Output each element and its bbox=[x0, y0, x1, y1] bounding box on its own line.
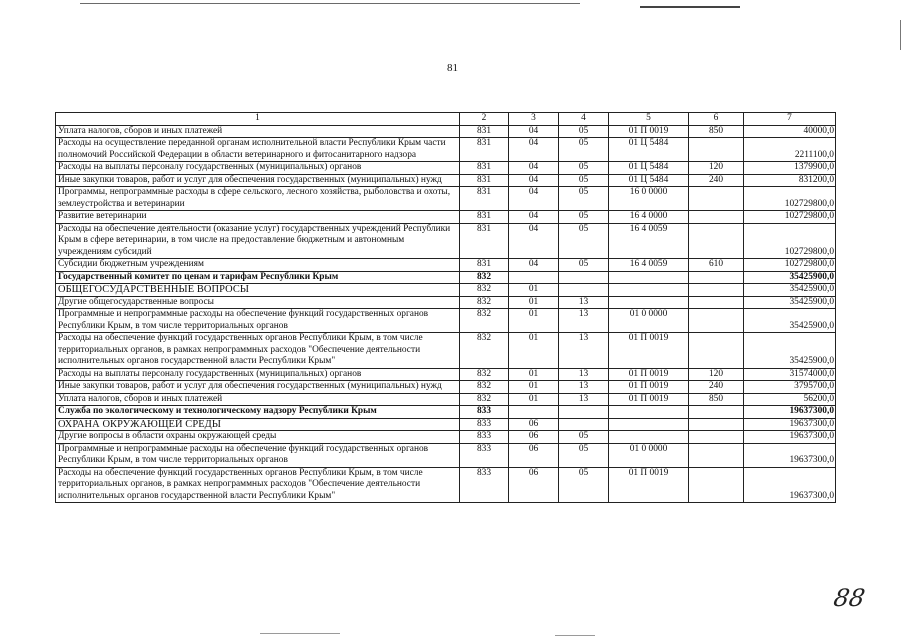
row-amount-cell: 35425900,0 bbox=[744, 296, 836, 309]
row-type-cell bbox=[689, 223, 744, 259]
row-target-cell: 16 0 0000 bbox=[609, 187, 689, 211]
row-amount-cell: 102729800,0 bbox=[744, 223, 836, 259]
row-type-cell bbox=[689, 443, 744, 467]
row-subsection-cell: 05 bbox=[559, 174, 609, 187]
row-subsection-cell: 13 bbox=[559, 393, 609, 406]
row-code-cell: 831 bbox=[460, 187, 509, 211]
row-subsection-cell bbox=[559, 418, 609, 431]
header-cell: 1 bbox=[56, 113, 460, 126]
row-amount-cell: 102729800,0 bbox=[744, 187, 836, 211]
row-target-cell: 01 П 0019 bbox=[609, 393, 689, 406]
row-amount-cell: 3795700,0 bbox=[744, 381, 836, 394]
row-subsection-cell: 05 bbox=[559, 187, 609, 211]
row-type-cell bbox=[689, 333, 744, 369]
row-name-cell: Служба по экологическому и технологическому надзору Республики Крым bbox=[56, 406, 460, 419]
row-type-cell: 120 bbox=[689, 368, 744, 381]
row-code-cell: 832 bbox=[460, 284, 509, 297]
row-code-cell: 831 bbox=[460, 162, 509, 175]
row-amount-cell: 2211100,0 bbox=[744, 138, 836, 162]
row-section-cell bbox=[509, 271, 559, 284]
row-type-cell: 850 bbox=[689, 393, 744, 406]
row-type-cell bbox=[689, 211, 744, 224]
row-target-cell bbox=[609, 431, 689, 444]
row-code-cell: 832 bbox=[460, 381, 509, 394]
page-number: 81 bbox=[447, 62, 458, 74]
row-target-cell: 01 П 0019 bbox=[609, 125, 689, 138]
row-amount-cell: 102729800,0 bbox=[744, 211, 836, 224]
row-type-cell bbox=[689, 309, 744, 333]
header-cell: 5 bbox=[609, 113, 689, 126]
row-target-cell: 01 Ц 5484 bbox=[609, 162, 689, 175]
row-amount-cell: 56200,0 bbox=[744, 393, 836, 406]
table-row bbox=[56, 393, 836, 406]
row-code-cell: 831 bbox=[460, 211, 509, 224]
table-row bbox=[56, 309, 836, 333]
row-code-cell: 833 bbox=[460, 406, 509, 419]
row-code-cell: 831 bbox=[460, 174, 509, 187]
row-name-cell: Иные закупки товаров, работ и услуг для обеспечения государственных (муниципальных) нужд bbox=[56, 174, 460, 187]
row-name-cell: Другие общегосударственные вопросы bbox=[56, 296, 460, 309]
row-subsection-cell: 13 bbox=[559, 309, 609, 333]
row-type-cell: 240 bbox=[689, 381, 744, 394]
row-type-cell: 850 bbox=[689, 125, 744, 138]
row-subsection-cell: 05 bbox=[559, 125, 609, 138]
row-target-cell bbox=[609, 406, 689, 419]
row-name-cell: ОБЩЕГОСУДАРСТВЕННЫЕ ВОПРОСЫ bbox=[56, 284, 460, 297]
row-amount-cell: 19637300,0 bbox=[744, 431, 836, 444]
row-subsection-cell: 05 bbox=[559, 211, 609, 224]
table-row bbox=[56, 296, 836, 309]
row-name-cell: Расходы на обеспечение деятельности (оказание услуг) государственных учреждений Республики Крым в сфере ветеринарии, в том числе на предоставление бюджетным и автономным учреждениям субсидий bbox=[56, 223, 460, 259]
table-row bbox=[56, 406, 836, 419]
row-amount-cell: 40000,0 bbox=[744, 125, 836, 138]
row-type-cell bbox=[689, 431, 744, 444]
row-code-cell: 831 bbox=[460, 259, 509, 272]
row-name-cell: Расходы на выплаты персоналу государственных (муниципальных) органов bbox=[56, 162, 460, 175]
row-section-cell: 06 bbox=[509, 443, 559, 467]
row-name-cell: Расходы на выплаты персоналу государственных (муниципальных) органов bbox=[56, 368, 460, 381]
row-code-cell: 833 bbox=[460, 431, 509, 444]
row-subsection-cell bbox=[559, 406, 609, 419]
row-subsection-cell: 13 bbox=[559, 333, 609, 369]
budget-table bbox=[55, 112, 836, 503]
row-amount-cell: 102729800,0 bbox=[744, 259, 836, 272]
row-subsection-cell: 13 bbox=[559, 296, 609, 309]
header-cell: 2 bbox=[460, 113, 509, 126]
row-name-cell: Расходы на обеспечение функций государственных органов Республики Крым, в том числе территориальных органов, в рамках непрограммных расходов "Обеспечение деятельности исполнительных органов государственной власти Республики Крым" bbox=[56, 333, 460, 369]
row-code-cell: 832 bbox=[460, 368, 509, 381]
header-cell: 4 bbox=[559, 113, 609, 126]
row-code-cell: 832 bbox=[460, 309, 509, 333]
row-subsection-cell: 05 bbox=[559, 467, 609, 503]
scan-artifact-line bbox=[640, 6, 740, 8]
row-target-cell: 16 4 0059 bbox=[609, 259, 689, 272]
row-name-cell: Иные закупки товаров, работ и услуг для обеспечения государственных (муниципальных) нужд bbox=[56, 381, 460, 394]
row-target-cell bbox=[609, 284, 689, 297]
scan-artifact-line bbox=[555, 635, 595, 636]
row-type-cell: 120 bbox=[689, 162, 744, 175]
row-amount-cell: 19637300,0 bbox=[744, 406, 836, 419]
row-target-cell: 01 0 0000 bbox=[609, 443, 689, 467]
table-row bbox=[56, 284, 836, 297]
row-amount-cell: 35425900,0 bbox=[744, 333, 836, 369]
row-name-cell: Программные и непрограммные расходы на обеспечение функций государственных органов Республики Крым, в том числе территориальных органов bbox=[56, 309, 460, 333]
header-cell: 6 bbox=[689, 113, 744, 126]
table-row bbox=[56, 368, 836, 381]
row-section-cell: 04 bbox=[509, 187, 559, 211]
row-subsection-cell bbox=[559, 271, 609, 284]
row-target-cell: 01 П 0019 bbox=[609, 368, 689, 381]
row-name-cell: Развитие ветеринарии bbox=[56, 211, 460, 224]
row-code-cell: 833 bbox=[460, 418, 509, 431]
table-row bbox=[56, 333, 836, 369]
row-name-cell: Расходы на обеспечение функций государственных органов Республики Крым, в том числе территориальных органов, в рамках непрограммных расходов "Обеспечение деятельности исполнительных органов государственной власти Республики Крым" bbox=[56, 467, 460, 503]
row-subsection-cell: 05 bbox=[559, 138, 609, 162]
row-section-cell: 04 bbox=[509, 174, 559, 187]
row-section-cell: 04 bbox=[509, 138, 559, 162]
handwritten-page-note: 88 bbox=[831, 584, 868, 612]
table-row bbox=[56, 431, 836, 444]
header-cell: 3 bbox=[509, 113, 559, 126]
row-subsection-cell: 05 bbox=[559, 223, 609, 259]
table-row bbox=[56, 443, 836, 467]
row-name-cell: Расходы на осуществление переданной органам исполнительной власти Республики Крым части полномочий Российской Федерации в области ветеринарного и фитосанитарного надзора bbox=[56, 138, 460, 162]
row-type-cell: 610 bbox=[689, 259, 744, 272]
row-amount-cell: 35425900,0 bbox=[744, 271, 836, 284]
row-subsection-cell: 05 bbox=[559, 259, 609, 272]
row-target-cell: 01 П 0019 bbox=[609, 467, 689, 503]
row-name-cell: Государственный комитет по ценам и тарифам Республики Крым bbox=[56, 271, 460, 284]
row-name-cell: Программные и непрограммные расходы на обеспечение функций государственных органов Республики Крым, в том числе территориальных органов bbox=[56, 443, 460, 467]
row-section-cell: 01 bbox=[509, 284, 559, 297]
row-code-cell: 831 bbox=[460, 223, 509, 259]
table-row bbox=[56, 259, 836, 272]
row-type-cell bbox=[689, 138, 744, 162]
row-target-cell: 01 0 0000 bbox=[609, 309, 689, 333]
row-type-cell bbox=[689, 418, 744, 431]
row-target-cell: 01 П 0019 bbox=[609, 333, 689, 369]
row-section-cell: 04 bbox=[509, 211, 559, 224]
row-amount-cell: 19637300,0 bbox=[744, 467, 836, 503]
table-row bbox=[56, 138, 836, 162]
row-code-cell: 831 bbox=[460, 138, 509, 162]
row-section-cell: 04 bbox=[509, 162, 559, 175]
row-section-cell bbox=[509, 406, 559, 419]
row-code-cell: 831 bbox=[460, 125, 509, 138]
row-section-cell: 01 bbox=[509, 368, 559, 381]
table-row bbox=[56, 467, 836, 503]
row-amount-cell: 31574000,0 bbox=[744, 368, 836, 381]
row-target-cell: 01 Ц 5484 bbox=[609, 174, 689, 187]
row-subsection-cell: 05 bbox=[559, 162, 609, 175]
row-subsection-cell: 05 bbox=[559, 443, 609, 467]
row-target-cell: 16 4 0059 bbox=[609, 223, 689, 259]
row-code-cell: 832 bbox=[460, 393, 509, 406]
table-row bbox=[56, 381, 836, 394]
row-target-cell: 16 4 0000 bbox=[609, 211, 689, 224]
row-subsection-cell: 13 bbox=[559, 381, 609, 394]
row-section-cell: 01 bbox=[509, 309, 559, 333]
row-section-cell: 04 bbox=[509, 259, 559, 272]
row-target-cell: 01 П 0019 bbox=[609, 381, 689, 394]
scan-artifact-line bbox=[80, 3, 580, 4]
row-section-cell: 01 bbox=[509, 393, 559, 406]
row-name-cell: Уплата налогов, сборов и иных платежей bbox=[56, 393, 460, 406]
header-cell: 7 bbox=[744, 113, 836, 126]
row-section-cell: 06 bbox=[509, 431, 559, 444]
row-type-cell bbox=[689, 467, 744, 503]
row-amount-cell: 1379900,0 bbox=[744, 162, 836, 175]
row-name-cell: ОХРАНА ОКРУЖАЮЩЕЙ СРЕДЫ bbox=[56, 418, 460, 431]
row-subsection-cell: 05 bbox=[559, 431, 609, 444]
table-header-row bbox=[56, 113, 836, 126]
row-name-cell: Другие вопросы в области охраны окружающей среды bbox=[56, 431, 460, 444]
table-row bbox=[56, 125, 836, 138]
row-target-cell: 01 Ц 5484 bbox=[609, 138, 689, 162]
row-type-cell bbox=[689, 284, 744, 297]
table-row bbox=[56, 162, 836, 175]
row-name-cell: Субсидии бюджетным учреждениям bbox=[56, 259, 460, 272]
row-code-cell: 833 bbox=[460, 443, 509, 467]
row-target-cell bbox=[609, 296, 689, 309]
row-section-cell: 06 bbox=[509, 467, 559, 503]
row-type-cell bbox=[689, 187, 744, 211]
row-target-cell bbox=[609, 418, 689, 431]
row-code-cell: 832 bbox=[460, 333, 509, 369]
table-row bbox=[56, 187, 836, 211]
row-subsection-cell: 13 bbox=[559, 368, 609, 381]
table-row bbox=[56, 211, 836, 224]
row-type-cell bbox=[689, 271, 744, 284]
row-section-cell: 04 bbox=[509, 223, 559, 259]
table-row bbox=[56, 223, 836, 259]
row-amount-cell: 831200,0 bbox=[744, 174, 836, 187]
row-type-cell: 240 bbox=[689, 174, 744, 187]
table-row bbox=[56, 174, 836, 187]
row-name-cell: Уплата налогов, сборов и иных платежей bbox=[56, 125, 460, 138]
row-section-cell: 01 bbox=[509, 381, 559, 394]
row-section-cell: 01 bbox=[509, 296, 559, 309]
row-target-cell bbox=[609, 271, 689, 284]
row-subsection-cell bbox=[559, 284, 609, 297]
row-code-cell: 832 bbox=[460, 271, 509, 284]
row-code-cell: 833 bbox=[460, 467, 509, 503]
row-amount-cell: 19637300,0 bbox=[744, 418, 836, 431]
row-type-cell bbox=[689, 406, 744, 419]
row-section-cell: 06 bbox=[509, 418, 559, 431]
row-section-cell: 04 bbox=[509, 125, 559, 138]
scan-artifact-line bbox=[260, 633, 340, 634]
scan-artifact-edge bbox=[900, 20, 901, 50]
row-code-cell: 832 bbox=[460, 296, 509, 309]
table-row bbox=[56, 271, 836, 284]
row-type-cell bbox=[689, 296, 744, 309]
row-amount-cell: 35425900,0 bbox=[744, 309, 836, 333]
table-row bbox=[56, 418, 836, 431]
row-amount-cell: 19637300,0 bbox=[744, 443, 836, 467]
row-amount-cell: 35425900,0 bbox=[744, 284, 836, 297]
row-section-cell: 01 bbox=[509, 333, 559, 369]
row-name-cell: Программы, непрограммные расходы в сфере сельского, лесного хозяйства, рыболовства и охоты, землеустройства и ветеринарии bbox=[56, 187, 460, 211]
